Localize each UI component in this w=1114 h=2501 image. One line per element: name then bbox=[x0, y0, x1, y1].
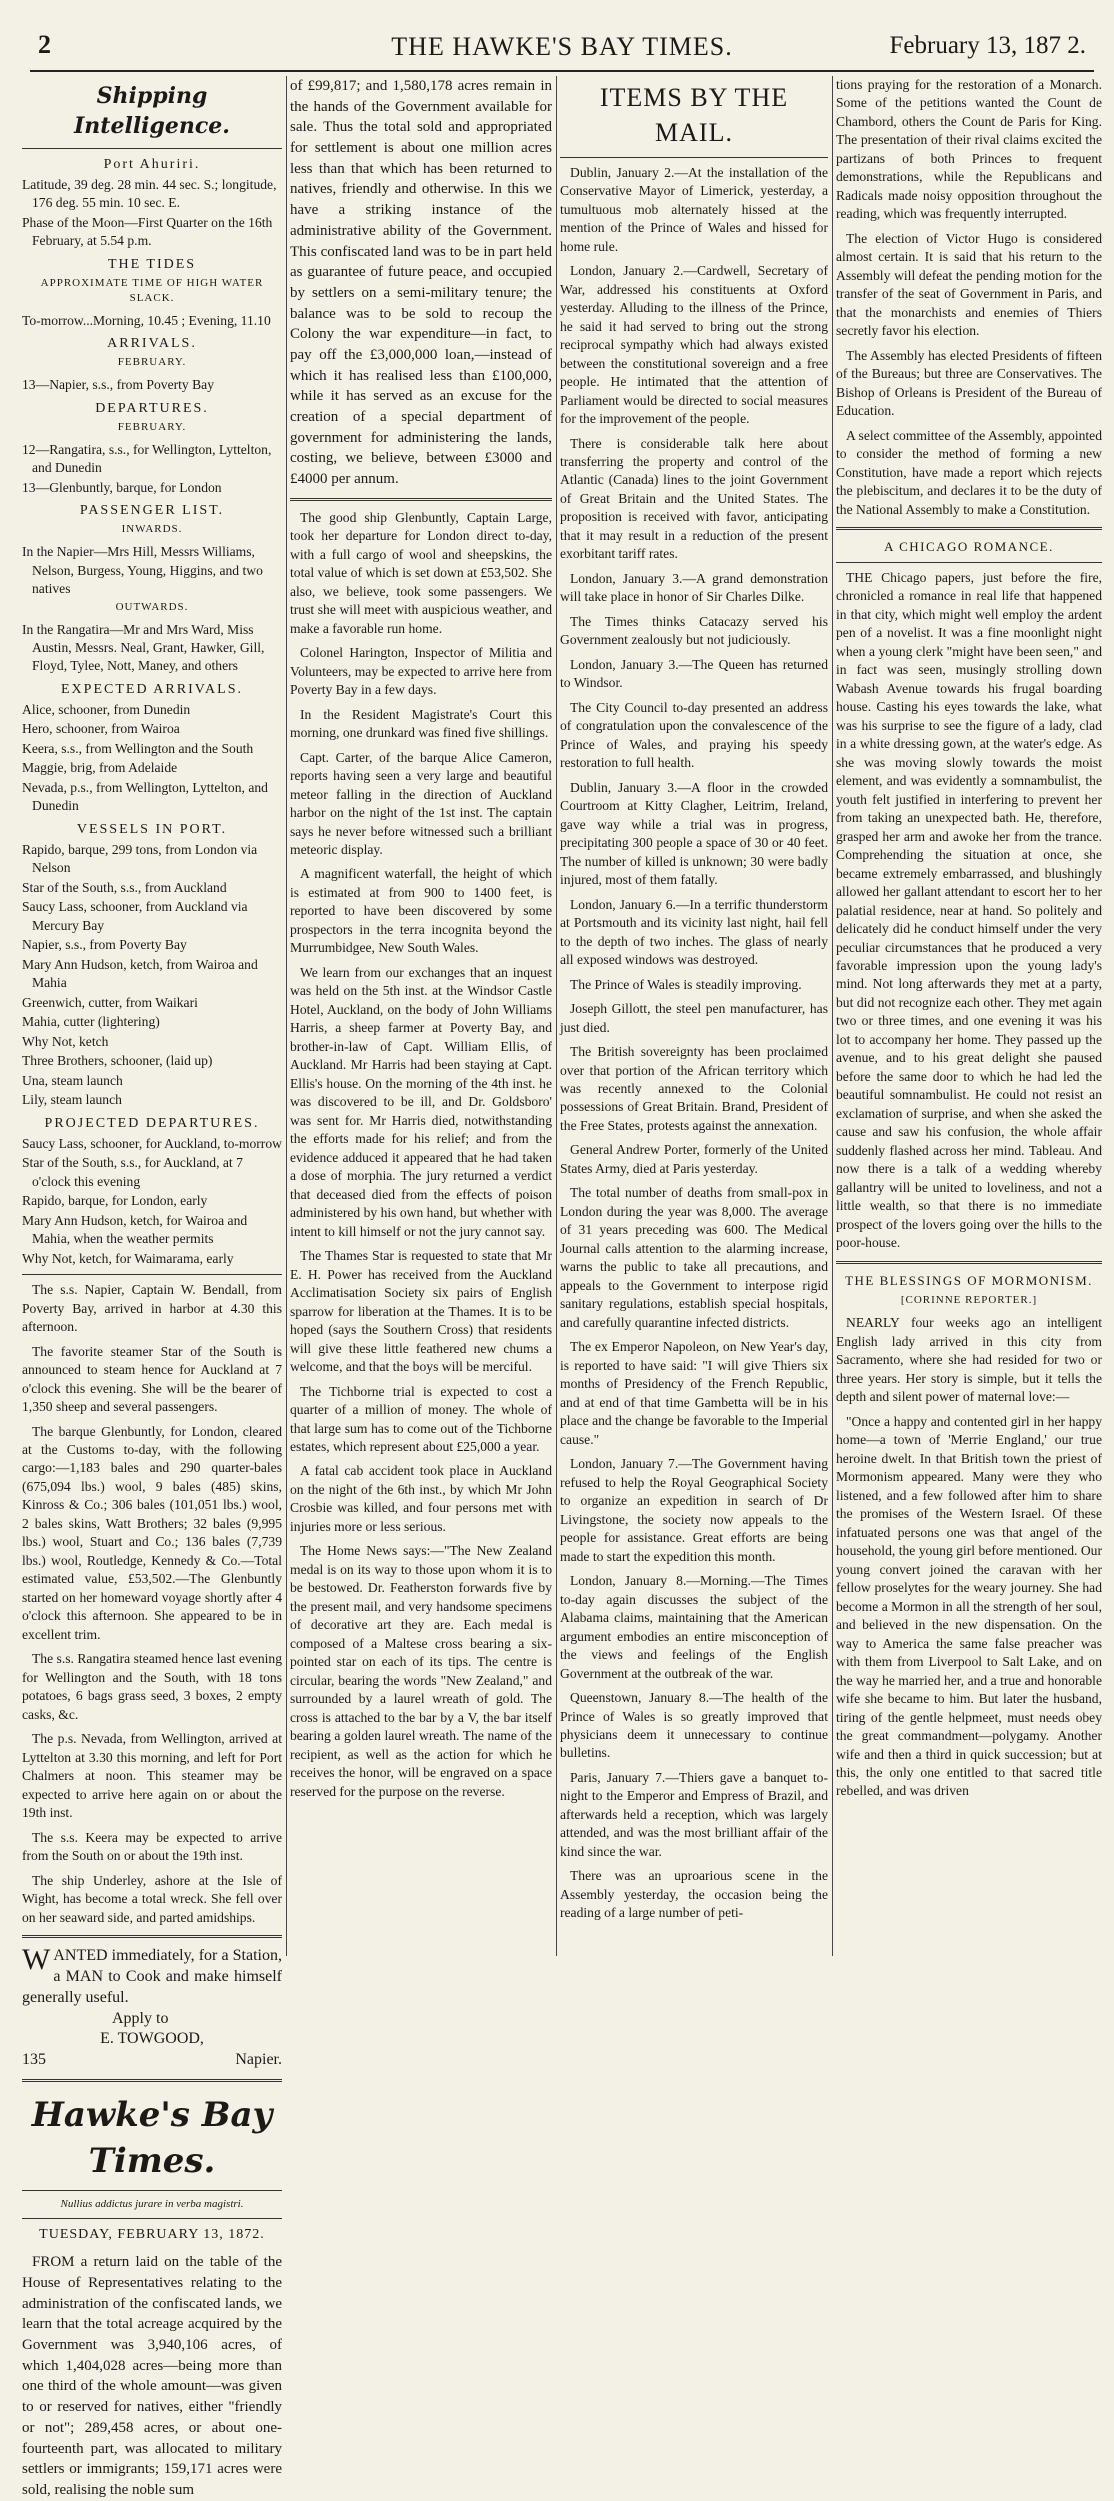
mail-item: London, January 8.—Morning.—The Times to-day again discusses the subject of the Alabama claims, maintaining that the American argument embodies an entire misconception of the views and feelings of the English Government at the outbreak of the war. bbox=[560, 1573, 828, 1681]
ad-number: 135 bbox=[22, 2051, 46, 2069]
vessel-entry: Mahia, cutter (lightering) bbox=[22, 1014, 160, 1030]
masthead bbox=[30, 20, 1094, 72]
shipping-paragraph: The s.s. Keera may be expected to arrive from the South on or about the 19th inst. bbox=[22, 1829, 282, 1864]
paper-motto: Nullius addictus jurare in verba magistri. bbox=[60, 2198, 244, 2211]
column-4 bbox=[836, 76, 1102, 1956]
departure-entry: 13—Glenbuntly, barque, for London bbox=[22, 479, 222, 495]
mormonism-text: "Once a happy and contented girl in her happy home—a town of 'Merrie England,' our true heroine dwelt. In that British town the priest of Mormonism appeared. Many were they who listened, and a few followed after him to share the promises of the Western Israel. Of these infatuated persons one was that angel of the household, the young girl before mentioned. Our young convert joined the caravan with her fellow proselytes for the weary journey. She had become a Mormon in all the strength of her soul, and believed in the new dispensation. On the way to America the same false preacher was with them from Liverpool to Salt Lake, and on the way he married her, and a true and honorable wife she became to him. But later the husband, tiring of the gentle helpmeet, must needs obey the great commandment—polygamy. Another wife and then a third in quick succession; but at this, the only one entitled to that sacred title rebelled, and was driven bbox=[836, 1413, 1102, 1799]
departures-heading: DEPARTURES. bbox=[95, 400, 209, 416]
mail-item: The Prince of Wales is steadily improving. bbox=[570, 976, 802, 992]
romance-text: THE Chicago papers, just before the fire, chronicled a romance in real life that happened in that city, which might well employ the ardent pen of a novelist. It was a fine moonlight night when a young clerk "might have been seen," and in fact was seen, musingly strolling down Wabash Avenue towards his frugal boarding house. Casting his eyes towards the lake, what was his surprise to see the figure of a lady, clad in a white dressing gown, at the water's edge. As she was moving slowly towards the moist element, and was evidently a somnambulist, the youth felt justified in interfering to prevent her from taking an unexpected bath. He, therefore, grasped her arm and awoke her from the trance. Comprehending the situation at once, she became extremely embarrassed, and blushingly allowed her gallant attendant to escort her to her palatial residence, near at hand. So politely and delicately did he conduct himself under the very peculiar circumstances that he produced a very favorable impression upon the young lady's mind. Not long afterwards they met at a party, but did not recognize each other. They met again two or three times, and one evening it was his lot to accompany her home. They passed up the avenue, and to his great delight she paused before the same door to which he had led the beautiful somnambulist. He could not resist an exclamation of surprise, and when she asked the cause and saw his confusion, the whole affair suddenly flashed across her mind. Tableau. And now there is a talk of a wedding whereby gallantry will be united to loveliness, and not a little wealth, so that there is no immediate prospect of the lovers going over the hills to the poor-house. bbox=[836, 569, 1102, 1251]
page-number: 2 bbox=[38, 30, 51, 59]
mail-item: London, January 6.—In a terrific thunderstorm at Portsmouth and its vicinity last night, hail fell to the depth of two inches. The glass of nearly all exposed windows was destroyed. bbox=[560, 896, 828, 968]
mail-item: London, January 2.—Cardwell, Secretary of War, addressed his constituents at Oxford yesterday. Alluding to the illness of the Prince, he said it had served to bring out the strong reciprocal sympathy which had always existed between the constitutional sovereign and a free people. He intimated that the attention of Parliament would be directed to social measures for the improvement of the people. bbox=[560, 263, 828, 427]
mail-item: There was an uproarious scene in the Assembly yesterday, the occasion being the reading of a large number of peti- bbox=[560, 1868, 828, 1921]
news-paragraph: Colonel Harington, Inspector of Militia and Volunteers, may be expected to arrive here from Poverty Bay in a few days. bbox=[290, 645, 552, 698]
mail-item: The total number of deaths from small-pox in London during the year was 8,000. The average of 31 years preceding was 600. The Medical Journal calls attention to the alarming increase, warns the public to take all precautions, and appeals to the Government to interpose rigid sanitary regulations, establish special hospitals, and carefully quarantine infected districts. bbox=[560, 1185, 828, 1330]
editorial-continued: of £99,817; and 1,580,178 acres remain in the hands of the Government available for sale. Thus the total sold and appropriated for settlement is about one million acres less than that which has been returned to natives, friendly and otherwise. In this we have a striking instance of the administrative ability of the Government. This confiscated land was to be in part held as guarantee of future peace, and occupied by settlers on a semi-military tenure; the balance was to be sold to recoup the Colony the war expenditure—in fact, to pay off the £3,000,000 loan,—instead of which it has realised less than £100,000, while it has served as an excuse for the creation of a special department of government for administering the lands, costing, we believe, between £3000 and £4000 per annum. bbox=[290, 78, 552, 488]
shipping-paragraph: The barque Glenbuntly, for London, cleared at the Customs to-day, with the following cargo:—1,183 bales and 290 quarter-bales (675,094 lbs.) wool, 9 bales (485) skins, Kinross & Co.; 306 bales (101,051 lbs.) wool, 2 bales skins, Watt Brothers; 32 bales (9,995 lbs.) wool, Stuart and Co.; 136 bales (7,739 lbs.) wool, Routledge, Kennedy & Co.—Total estimated value, £53,502.—The Glenbuntly started on her homeward voyage shortly after 4 o'clock this afternoon. She appeared to be in excellent trim. bbox=[22, 1423, 282, 1642]
vessel-entry: Una, steam launch bbox=[22, 1072, 123, 1088]
column-3 bbox=[560, 76, 828, 1956]
inwards-list: In the Napier—Mrs Hill, Messrs Williams, Nelson, Burgess, Young, Higgins, and two natives bbox=[22, 544, 263, 597]
outwards-heading: OUTWARDS. bbox=[115, 600, 189, 613]
news-paragraph: The Home News says:—"The New Zealand medal is on its way to those upon whom it is to be bestowed. Dr. Featherston forwards five by the present mail, and very handsome specimens of decorative art they are. Each medal is composed of a Maltese cross bearing a six-pointed star on each of its tips. The centre is circular, bearing the words "New Zealand," and surrounded by a laurel wreath of gold. The cross is attached to the bar by a V, the bar itself bearing a golden laurel wreath. The name of the recipient, as well as the action for which he receives the honor, will be engraved on a space reserved for the purpose on the reverse. bbox=[290, 1543, 552, 1799]
ad-place: Napier. bbox=[235, 2051, 282, 2069]
mail-item: The British sovereignty has been proclaimed over that portion of the African territory which was recently annexed to the Colonial possessions of Great Britain. Brand, President of the Free States, protests against the annexation. bbox=[560, 1044, 828, 1133]
mormonism-heading: THE BLESSINGS OF MORMONISM. bbox=[845, 1272, 1093, 1288]
vessel-entry: Greenwich, cutter, from Waikari bbox=[22, 994, 198, 1010]
vessel-entry: Star of the South, s.s., from Auckland bbox=[22, 879, 227, 895]
column-2 bbox=[290, 76, 552, 1956]
expected-entry: Hero, schooner, from Wairoa bbox=[22, 721, 180, 737]
shipping-paragraph: The favorite steamer Star of the South is announced to steam hence for Auckland at 7 o'clock this evening. She will be the bearer of 1,350 sheep and several passengers. bbox=[22, 1343, 282, 1415]
projected-entry: Star of the South, s.s., for Auckland, at 7 o'clock this evening bbox=[22, 1155, 243, 1189]
vessel-entry: Napier, s.s., from Poverty Bay bbox=[22, 937, 187, 953]
vessel-entry: Why Not, ketch bbox=[22, 1033, 109, 1049]
mail-item: The Times thinks Catacazy served his Government zealously but not judiciously. bbox=[560, 613, 828, 648]
vessel-entry: Mary Ann Hudson, ketch, from Wairoa and Mahia bbox=[22, 956, 258, 991]
mail-item: The City Council to-day presented an address of congratulation upon the convalescence of the Prince of Wales, and praying his speedy restoration to full health. bbox=[560, 699, 828, 771]
mail-item: Paris, January 7.—Thiers gave a banquet to-night to the Emperor and Empress of Brazil, and afterwards held a reception, which was largely attended, and was the most brilliant affair of the kind since the war. bbox=[560, 1769, 828, 1859]
port-name: Port Ahuriri. bbox=[103, 156, 201, 172]
news-paragraph: Capt. Carter, of the barque Alice Cameron, reports having seen a very large and beautiful meteor falling in the direction of Auckland harbor on the night of the 1st inst. The captain says he never before witnessed such a brilliant meteoric display. bbox=[290, 749, 552, 857]
arrival-entry: 13—Napier, s.s., from Poverty Bay bbox=[22, 377, 215, 393]
tides-times: To-morrow...Morning, 10.45 ; Evening, 11.10 bbox=[22, 312, 271, 328]
romance-heading: A CHICAGO ROMANCE. bbox=[884, 539, 1054, 555]
news-paragraph: The good ship Glenbuntly, Captain Large, took her departure for London direct to-day, with a full cargo of wool and sheepskins, the total value of which is set down at £53,502. She also, we believe, took some passengers. We trust she will meet with auspicious weather, and make a favorable run home. bbox=[290, 509, 552, 636]
shipping-paragraph: The s.s. Rangatira steamed hence last evening for Wellington and the South, with 18 tons potatoes, 6 bags grass seed, 3 boxes, 2 empty casks, &c. bbox=[22, 1651, 282, 1722]
port-position: Latitude, 39 deg. 28 min. 44 sec. S.; longitude, 176 deg. 55 min. 10 sec. E. bbox=[22, 176, 277, 211]
arrivals-heading: ARRIVALS. bbox=[107, 336, 197, 352]
passenger-heading: PASSENGER LIST. bbox=[79, 503, 225, 519]
mail-heading: ITEMS BY THE MAIL. bbox=[599, 83, 789, 148]
outwards-list: In the Rangatira—Mr and Mrs Ward, Miss Austin, Messrs. Neal, Grant, Hawker, Gill, Floyd, Tylee, Nott, Maney, and others bbox=[22, 621, 265, 674]
departures-month: FEBRUARY. bbox=[117, 420, 187, 433]
news-paragraph: A magnificent waterfall, the height of which is estimated at from 900 to 1400 feet, is reported to have been discovered by some prospectors in the terra incognita beyond the Murrumbidgee, New South Wales. bbox=[290, 866, 552, 956]
projected-entry: Rapido, barque, for London, early bbox=[22, 1193, 208, 1209]
newspaper-title: THE HAWKE'S BAY TIMES. bbox=[391, 32, 733, 61]
mail-item: Dublin, January 3.—A floor in the crowded Courtroom at Kitty Clagher, Leitrim, Ireland, gave way while a trial was in progress, precipitating 300 people a space of 30 or 40 feet. The number of killed is unknown; 30 were badly injured, most of them fatally. bbox=[560, 779, 828, 888]
mail-item: Dublin, January 2.—At the installation of the Conservative Mayor of Limerick, yesterday, a tumultuous mob alternately hissed at the mention of the Prince of Wales and hissed for home rule. bbox=[560, 164, 828, 254]
expected-entry: Maggie, brig, from Adelaide bbox=[22, 760, 178, 776]
mail-item: There is considerable talk here about transferring the property and control of the Atlantic (Canada) lines to the joint Government of Great Britain and the United States. The proposition is received with favor, anticipating that it may result in a reduction of the present exorbitant tariff rates. bbox=[560, 435, 828, 562]
shipping-paragraph: The p.s. Nevada, from Wellington, arrived at Lyttelton at 3.30 this morning, and left for Port Chalmers at noon. This steamer may be expected to arrive here again on or about the 19th inst. bbox=[22, 1731, 282, 1821]
expected-entry: Nevada, p.s., from Wellington, Lyttelton, and Dunedin bbox=[22, 779, 268, 814]
mormonism-text: NEARLY four weeks ago an intelligent English lady arrived in this city from Sacramento, where she had resided for two or three years. Her story is simple, but it tells the depth and silent power of maternal love:— bbox=[836, 1315, 1102, 1405]
paper-title: Hawke's Bay Times. bbox=[31, 2094, 273, 2182]
vessel-entry: Saucy Lass, schooner, from Auckland via Mercury Bay bbox=[22, 899, 248, 933]
vessel-entry: Rapido, barque, 299 tons, from London via Nelson bbox=[22, 841, 258, 876]
projected-entry: Mary Ann Hudson, ketch, for Wairoa and Mahia, when the weather permits bbox=[22, 1212, 248, 1247]
tides-subheading: APPROXIMATE TIME OF HIGH WATER SLACK. bbox=[40, 276, 264, 304]
mail-item: London, January 3.—A grand demonstration will take place in honor of Sir Charles Dilke. bbox=[560, 570, 828, 605]
arrivals-month: FEBRUARY. bbox=[117, 356, 187, 369]
vessel-entry: Three Brothers, schooner, (laid up) bbox=[22, 1053, 213, 1069]
inwards-heading: INWARDS. bbox=[121, 523, 183, 536]
wanted-advertisement bbox=[22, 1943, 282, 2071]
expected-entry: Keera, s.s., from Wellington and the South bbox=[22, 740, 254, 756]
mail-item: The election of Victor Hugo is considered almost certain. It is said that his return to the Assembly will defeat the pending motion for the transfer of the seat of Government in Paris, and that the monarchists and enemies of Thiers secretly favor his election. bbox=[836, 230, 1102, 339]
projected-entry: Saucy Lass, schooner, for Auckland, to-morrow bbox=[22, 1135, 282, 1151]
column-1 bbox=[22, 76, 282, 2498]
ad-text: ANTED immediately, for a Station, a MAN to Cook and make himself generally useful. bbox=[22, 1947, 282, 2006]
mail-item: London, January 3.—The Queen has returned to Windsor. bbox=[560, 656, 828, 691]
mail-item: Joseph Gillott, the steel pen manufacturer, has just died. bbox=[560, 1001, 828, 1035]
moon-phase: Phase of the Moon—First Quarter on the 16th February, at 5.54 p.m. bbox=[22, 214, 273, 249]
mail-item: Queenstown, January 8.—The health of the Prince of Wales is so greatly improved that physicians deem it unnecessary to continue bulletins. bbox=[560, 1690, 828, 1761]
projected-heading: PROJECTED DEPARTURES. bbox=[44, 1115, 260, 1131]
mail-item: A select committee of the Assembly, appointed to consider the method of forming a new Constitution, have made a report which rejects the plebiscitum, and declares it to be the duty of the National Assembly to make a Constitution. bbox=[836, 427, 1102, 517]
ad-initial: W bbox=[22, 1943, 51, 1977]
ad-name: E. TOWGOOD, bbox=[100, 2030, 204, 2048]
expected-entry: Alice, schooner, from Dunedin bbox=[22, 701, 191, 717]
news-paragraph: The Tichborne trial is expected to cost a quarter of a million of money. The whole of that large sum has to come out of the Tichborne estates, which represent about £25,000 a year. bbox=[290, 1383, 552, 1454]
column-divider bbox=[286, 76, 287, 1956]
mail-item: London, January 7.—The Government having refused to help the Royal Geographical Society to organize an expedition in search of Dr Livingstone, the society now appeals to the people for assistance. Great efforts are being made to start the expedition this month. bbox=[560, 1456, 828, 1564]
tides-heading: THE TIDES bbox=[107, 256, 197, 272]
expected-heading: EXPECTED ARRIVALS. bbox=[61, 681, 243, 697]
projected-entry: Why Not, ketch, for Waimarama, early bbox=[22, 1250, 234, 1266]
departure-entry: 12—Rangatira, s.s., for Wellington, Lyttelton, and Dunedin bbox=[22, 441, 272, 476]
mormonism-source: [CORINNE REPORTER.] bbox=[900, 1294, 1038, 1307]
news-paragraph: We learn from our exchanges that an inquest was held on the 5th inst. at the Windsor Castle Hotel, Auckland, on the body of John Williams Harris, a sheep farmer at Poverty Bay, and brother-in-law of Capt. William Ellis, of Auckland. Mr Harris had been staying at Capt. Ellis's house. On the morning of the 4th inst. he was discovered to be ill, and Dr. Goldsboro' was sent for. Mr Harris died, notwithstanding the efforts made for his relief; and from the evidence adduced it appeared that he had taken a dose of morphia. The jury returned a verdict that deceased died from the effects of poison administered by his own hand, but whether with intent to kill himself or not the jury cannot say. bbox=[290, 964, 553, 1239]
vessel-entry: Lily, steam launch bbox=[22, 1092, 122, 1108]
news-paragraph: In the Resident Magistrate's Court this morning, one drunkard was fined five shillings. bbox=[290, 706, 552, 741]
editorial-lead: FROM a return laid on the table of the House of Representatives relating to the administration of the confiscated lands, we learn that the total acreage acquired by the Government was 3,940,106 acres, of which 1,404,028 acres—being more than one third of the whole amount—was given to or reserved for natives, either "friendly or not"; 289,458 acres, or about one-fourteenth part, was allocated to military settlers or immigrants; 159,171 acres were sold, realising the noble sum bbox=[22, 2254, 282, 2498]
issue-date: February 13, 187 2. bbox=[889, 32, 1086, 59]
column-divider bbox=[556, 76, 557, 1956]
ad-apply: Apply to bbox=[112, 2009, 169, 2027]
editorial-dateline: TUESDAY, FEBRUARY 13, 1872. bbox=[39, 2227, 265, 2243]
news-paragraph: A fatal cab accident took place in Auckland on the night of the 6th inst., by which Mr John Crosbie was killed, and four persons met with injuries more or less serious. bbox=[290, 1463, 552, 1534]
mail-item: General Andrew Porter, formerly of the United States Army, died at Paris yesterday. bbox=[560, 1142, 828, 1176]
mail-item-continued: tions praying for the restoration of a Monarch. Some of the petitions wanted the Count de Chambord, others the Count de Paris for King. The presentation of their rival claims excited the partizans of both Princes to frequent demonstrations, while the Republicans and Radicals made noisy opposition throughout the reading, which was frequently interrupted. bbox=[836, 77, 1102, 222]
shipping-paragraph: The s.s. Napier, Captain W. Bendall, from Poverty Bay, arrived in harbor at 4.30 this afternoon. bbox=[22, 1282, 282, 1335]
vessels-heading: VESSELS IN PORT. bbox=[76, 821, 228, 837]
column-divider bbox=[832, 76, 833, 1956]
mail-item: The Assembly has elected Presidents of fifteen of the Bureaus; but three are Conservatives. The Bishop of Orleans is President of the Bureau of Education. bbox=[836, 347, 1102, 419]
shipping-paragraph: The ship Underley, ashore at the Isle of Wight, has become a total wreck. She fell over on her seaward side, and parted amidships. bbox=[22, 1872, 282, 1925]
shipping-heading: Shipping Intelligence. bbox=[74, 83, 230, 139]
mail-item: The ex Emperor Napoleon, on New Year's day, is reported to have said: "I will give Thiers six months of Presidency of the French Republic, and at end of that time Gambetta will be in his place and the change be favorable to the Imperial cause." bbox=[560, 1339, 828, 1447]
news-paragraph: The Thames Star is requested to state that Mr E. H. Power has received from the Auckland Acclimatisation Society six pairs of English sparrow for liberation at the Thames. It is to be hoped (says the Southern Cross) that residents will give these little feathered new chums a welcome, and that the boys will be merciful. bbox=[290, 1248, 552, 1375]
